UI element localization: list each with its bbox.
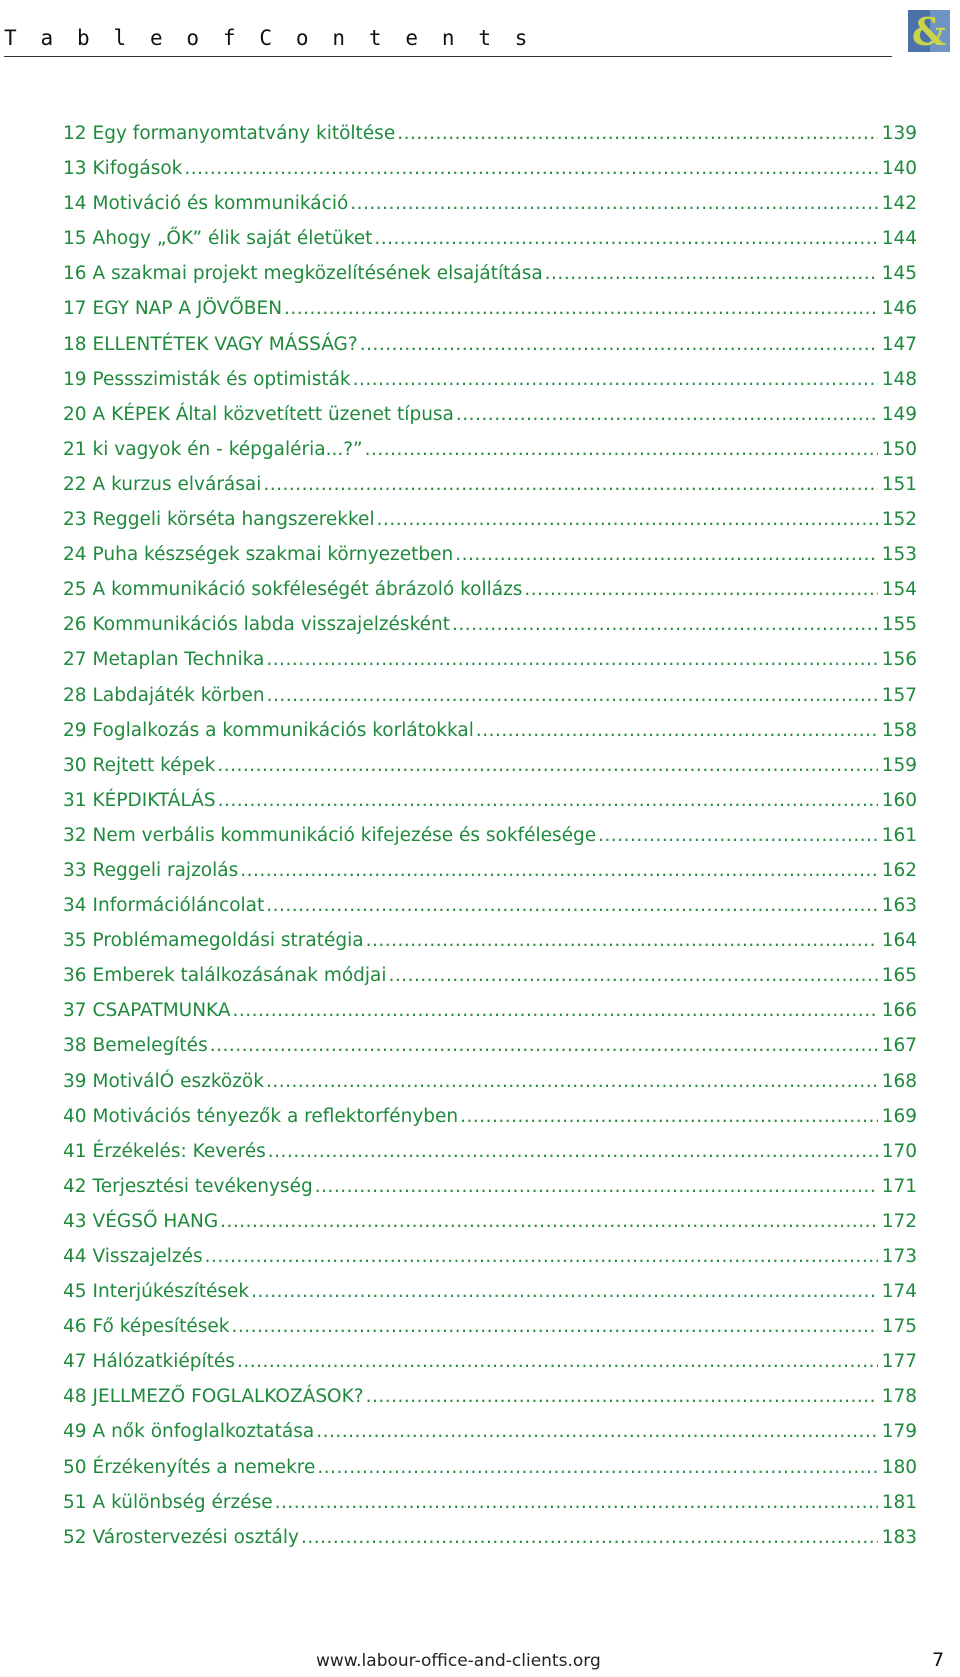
toc-entry-page-number: 167 (881, 1035, 917, 1057)
toc-entry[interactable] (63, 895, 917, 930)
toc-entry-number: 26 (63, 614, 87, 636)
toc-entry-page-number: 183 (881, 1526, 917, 1548)
toc-entry-page-number: 160 (881, 789, 917, 811)
toc-entry[interactable] (63, 369, 917, 404)
toc-entry-title: Ahogy „ŐK” élik saját életüket (92, 228, 373, 250)
toc-entry-number: 45 (63, 1281, 87, 1303)
toc-entry-number: 19 (63, 368, 87, 390)
toc-dot-leader (231, 1316, 877, 1337)
ampersand-logo-icon (908, 10, 950, 52)
footer-page-number: 7 (932, 1649, 945, 1671)
toc-entry[interactable] (63, 404, 917, 439)
toc-entry[interactable] (63, 123, 917, 158)
toc-entry[interactable] (63, 1141, 917, 1176)
toc-entry-title: MotiválÓ eszközök (92, 1070, 264, 1092)
toc-entry-title: Problémamegoldási stratégia (92, 930, 364, 952)
toc-entry-title: Kommunikációs labda visszajelzésként (92, 614, 450, 636)
toc-entry-page-number: 177 (881, 1351, 917, 1373)
toc-dot-leader (275, 1492, 878, 1513)
toc-entry-page-number: 154 (881, 579, 917, 601)
toc-dot-leader (220, 1211, 878, 1232)
toc-entry-page-number: 171 (881, 1175, 917, 1197)
toc-dot-leader (266, 649, 877, 670)
toc-entry-page-number: 169 (881, 1105, 917, 1127)
toc-entry[interactable] (63, 825, 917, 860)
toc-entry[interactable] (63, 228, 917, 263)
toc-entry[interactable] (63, 1457, 917, 1492)
toc-dot-leader (353, 369, 878, 390)
toc-entry-title: Egy formanyomtatvány kitöltése (92, 123, 396, 144)
toc-entry[interactable] (63, 298, 917, 333)
toc-entry[interactable] (63, 1035, 917, 1070)
toc-entry-number: 14 (63, 193, 87, 215)
toc-entry[interactable] (63, 1000, 917, 1035)
toc-entry[interactable] (63, 544, 917, 579)
toc-entry-page-number: 161 (881, 824, 917, 846)
toc-dot-leader (366, 1386, 878, 1407)
toc-entry-number: 31 (63, 789, 87, 811)
toc-entry-number: 46 (63, 1316, 87, 1338)
toc-dot-leader (598, 825, 878, 846)
toc-dot-leader (365, 439, 878, 460)
toc-dot-leader (268, 1141, 878, 1162)
toc-dot-leader (266, 895, 877, 916)
toc-entry-page-number: 145 (881, 263, 917, 285)
toc-dot-leader (524, 579, 877, 600)
toc-entry[interactable] (63, 1176, 917, 1211)
toc-entry-number: 42 (63, 1175, 87, 1197)
toc-entry-number: 17 (63, 298, 87, 320)
toc-entry-title: ELLENTÉTEK VAGY MÁSSÁG? (92, 333, 358, 355)
toc-entry[interactable] (63, 649, 917, 684)
toc-entry[interactable] (63, 930, 917, 965)
toc-entry-page-number: 178 (881, 1386, 917, 1408)
toc-entry-page-number: 149 (881, 403, 917, 425)
toc-entry-title: Hálózatkiépítés (92, 1351, 235, 1373)
toc-entry-number: 51 (63, 1491, 87, 1513)
toc-entry[interactable] (63, 1211, 917, 1246)
toc-entry-title: A nők önfoglalkoztatása (92, 1421, 315, 1443)
toc-entry-page-number: 181 (881, 1491, 917, 1513)
toc-entry-page-number: 152 (881, 509, 917, 531)
toc-entry[interactable] (63, 1421, 917, 1456)
toc-dot-leader (374, 228, 877, 249)
toc-entry-title: Terjesztési tevékenység (92, 1175, 313, 1197)
toc-entry-title: A KÉPEK Által közvetített üzenet típusa (92, 403, 454, 425)
toc-entry-page-number: 166 (881, 1000, 917, 1022)
toc-entry[interactable] (63, 439, 917, 474)
toc-entry-page-number: 165 (881, 965, 917, 987)
toc-entry-number: 32 (63, 824, 87, 846)
toc-entry[interactable] (63, 860, 917, 895)
toc-entry[interactable] (63, 720, 917, 755)
toc-entry[interactable] (63, 1106, 917, 1141)
toc-entry-number: 24 (63, 544, 87, 566)
toc-entry[interactable] (63, 1281, 917, 1316)
toc-entry-number: 33 (63, 859, 87, 881)
toc-entry-number: 21 (63, 438, 87, 460)
toc-entry-number: 34 (63, 895, 87, 917)
toc-entry[interactable] (63, 1071, 917, 1106)
toc-entry[interactable] (63, 579, 917, 614)
toc-dot-leader (301, 1527, 878, 1548)
toc-entry-page-number: 159 (881, 754, 917, 776)
toc-entry-page-number: 156 (881, 649, 917, 671)
toc-dot-leader (455, 544, 877, 565)
toc-entry-number: 29 (63, 719, 87, 741)
toc-entry-page-number: 140 (881, 158, 917, 180)
toc-entry-title: EGY NAP A JÖVŐBEN (92, 298, 283, 320)
toc-dot-leader (210, 1035, 878, 1056)
toc-entry[interactable] (63, 614, 917, 649)
toc-entry-number: 50 (63, 1456, 87, 1478)
toc-dot-leader (456, 404, 878, 425)
toc-entry-title: Motivációs tényezők a reflektorfényben (92, 1105, 459, 1127)
toc-entry-title: Reggeli rajzolás (92, 859, 239, 881)
toc-entry[interactable] (63, 1351, 917, 1386)
toc-entry-number: 35 (63, 930, 87, 952)
toc-entry-number: 44 (63, 1246, 87, 1267)
toc-entry-title: Reggeli körséta hangszerekkel (92, 509, 375, 531)
toc-dot-leader (452, 614, 878, 635)
toc-dot-leader (233, 1000, 878, 1021)
toc-entry[interactable] (63, 474, 917, 509)
toc-dot-leader (205, 1246, 878, 1267)
toc-entry-number: 38 (63, 1035, 87, 1057)
toc-entry-title: Nem verbális kommunikáció kifejezése és sokfélesége (92, 824, 597, 846)
toc-dot-leader (545, 263, 878, 284)
toc-entry-page-number: 144 (881, 228, 917, 250)
logo-glyph: & (911, 10, 947, 52)
toc-entry-title: Foglalkozás a kommunikációs korlátokkal (92, 719, 474, 741)
header-divider (4, 56, 892, 57)
toc-entry-number: 27 (63, 649, 87, 671)
toc-entry[interactable] (63, 158, 917, 193)
toc-dot-leader (316, 1421, 877, 1442)
toc-entry[interactable] (63, 965, 917, 1000)
toc-entry-number: 48 (63, 1386, 87, 1408)
toc-entry-page-number: 170 (881, 1140, 917, 1162)
toc-entry-page-number: 179 (881, 1421, 917, 1443)
toc-entry-title: KÉPDIKTÁLÁS (92, 789, 216, 811)
toc-entry-page-number: 175 (881, 1316, 917, 1338)
toc-entry-number: 16 (63, 263, 87, 285)
toc-entry-page-number: 174 (881, 1281, 917, 1303)
toc-entry-page-number: 158 (881, 719, 917, 741)
toc-entry-page-number: 168 (881, 1070, 917, 1092)
toc-entry-page-number: 164 (881, 930, 917, 952)
toc-entry-title: Rejtett képek (92, 754, 216, 776)
toc-entry-title: A kommunikáció sokféleségét ábrázoló kollázs (92, 579, 523, 601)
toc-entry-title: A szakmai projekt megközelítésének elsajátítása (92, 263, 543, 285)
table-of-contents (63, 123, 917, 1562)
toc-entry[interactable] (63, 1246, 917, 1281)
toc-entry-title: Motiváció és kommunikáció (92, 193, 349, 215)
toc-entry-number: 30 (63, 754, 87, 776)
toc-entry-title: A kurzus elvárásai (92, 473, 262, 495)
toc-entry[interactable] (63, 263, 917, 298)
toc-entry[interactable] (63, 755, 917, 790)
toc-entry-number: 12 (63, 123, 87, 144)
toc-entry-number: 22 (63, 473, 87, 495)
toc-dot-leader (460, 1106, 878, 1127)
toc-dot-leader (366, 930, 878, 951)
toc-entry-page-number: 142 (881, 193, 917, 215)
toc-dot-leader (389, 965, 878, 986)
toc-dot-leader (317, 1457, 877, 1478)
toc-entry-title: Érzékelés: Keverés (92, 1140, 266, 1162)
toc-entry-number: 25 (63, 579, 87, 601)
toc-entry-page-number: 150 (881, 438, 917, 460)
toc-entry-page-number: 148 (881, 368, 917, 390)
toc-entry[interactable] (63, 685, 917, 720)
toc-dot-leader (218, 790, 878, 811)
toc-entry[interactable] (63, 193, 917, 228)
toc-entry-number: 20 (63, 403, 87, 425)
toc-entry-number: 41 (63, 1140, 87, 1162)
toc-entry-title: Emberek találkozásának módjai (92, 965, 387, 987)
toc-dot-leader (350, 193, 877, 214)
toc-entry-number: 40 (63, 1105, 87, 1127)
toc-entry[interactable] (63, 509, 917, 544)
toc-dot-leader (237, 1351, 878, 1372)
toc-entry-number: 23 (63, 509, 87, 531)
toc-entry-page-number: 163 (881, 895, 917, 917)
toc-dot-leader (397, 123, 877, 144)
toc-entry[interactable] (63, 334, 917, 369)
page-header-title: T a b l e o f C o n t e n t s (4, 26, 534, 50)
toc-entry-number: 37 (63, 1000, 87, 1022)
toc-dot-leader (263, 474, 877, 495)
toc-entry-number: 39 (63, 1070, 87, 1092)
toc-entry-page-number: 139 (881, 123, 917, 144)
toc-entry[interactable] (63, 1386, 917, 1421)
toc-entry-page-number: 162 (881, 859, 917, 881)
toc-entry[interactable] (63, 1527, 917, 1562)
toc-entry-title: Érzékenyítés a nemekre (92, 1456, 316, 1478)
toc-entry-title: CSAPATMUNKA (92, 1000, 231, 1022)
toc-dot-leader (266, 1071, 878, 1092)
toc-entry-title: Fő képesítések (92, 1316, 230, 1338)
toc-entry-page-number: 180 (881, 1456, 917, 1478)
toc-entry-page-number: 147 (881, 333, 917, 355)
toc-entry-title: Labdajáték körben (92, 684, 265, 706)
footer-website-url[interactable]: www.labour-office-and-clients.org (316, 1651, 601, 1671)
toc-entry-title: Pessszimisták és optimisták (92, 368, 351, 390)
toc-entry[interactable] (63, 1492, 917, 1527)
toc-dot-leader (184, 158, 877, 179)
toc-entry-page-number: 146 (881, 298, 917, 320)
toc-dot-leader (315, 1176, 878, 1197)
toc-entry-page-number: 155 (881, 614, 917, 636)
toc-entry-page-number: 153 (881, 544, 917, 566)
toc-entry-number: 18 (63, 333, 87, 355)
toc-entry-number: 47 (63, 1351, 87, 1373)
toc-entry-page-number: 151 (881, 473, 917, 495)
toc-entry-title: Visszajelzés (92, 1246, 203, 1267)
toc-entry-title: Puha készségek szakmai környezetben (92, 544, 454, 566)
toc-entry-title: JELLMEZŐ FOGLALKOZÁSOK? (92, 1386, 364, 1408)
toc-dot-leader (251, 1281, 878, 1302)
toc-entry-number: 15 (63, 228, 87, 250)
toc-entry-number: 43 (63, 1210, 87, 1232)
toc-entry-page-number: 157 (881, 684, 917, 706)
toc-entry-page-number: 173 (881, 1246, 917, 1267)
toc-entry-number: 36 (63, 965, 87, 987)
toc-entry-number: 28 (63, 684, 87, 706)
toc-entry-title: Interjúkészítések (92, 1281, 250, 1303)
toc-entry-number: 52 (63, 1526, 87, 1548)
toc-entry[interactable] (63, 790, 917, 825)
toc-entry-title: A különbség érzése (92, 1491, 273, 1513)
toc-entry-number: 49 (63, 1421, 87, 1443)
toc-entry-number: 13 (63, 158, 87, 180)
toc-dot-leader (267, 685, 878, 706)
toc-entry[interactable] (63, 1316, 917, 1351)
toc-dot-leader (377, 509, 878, 530)
toc-dot-leader (360, 334, 878, 355)
toc-dot-leader (217, 755, 877, 776)
toc-entry-page-number: 172 (881, 1210, 917, 1232)
toc-dot-leader (284, 298, 878, 319)
toc-entry-title: ki vagyok én - képgaléria...?” (92, 438, 363, 460)
toc-entry-title: Várostervezési osztály (92, 1526, 299, 1548)
toc-entry-title: VÉGSŐ HANG (92, 1210, 219, 1232)
toc-entry-title: Bemelegítés (92, 1035, 208, 1057)
toc-entry-title: Információláncolat (92, 895, 265, 917)
toc-dot-leader (240, 860, 877, 881)
toc-entry-title: Metaplan Technika (92, 649, 265, 671)
toc-dot-leader (476, 720, 878, 741)
toc-entry-title: Kifogások (92, 158, 183, 180)
